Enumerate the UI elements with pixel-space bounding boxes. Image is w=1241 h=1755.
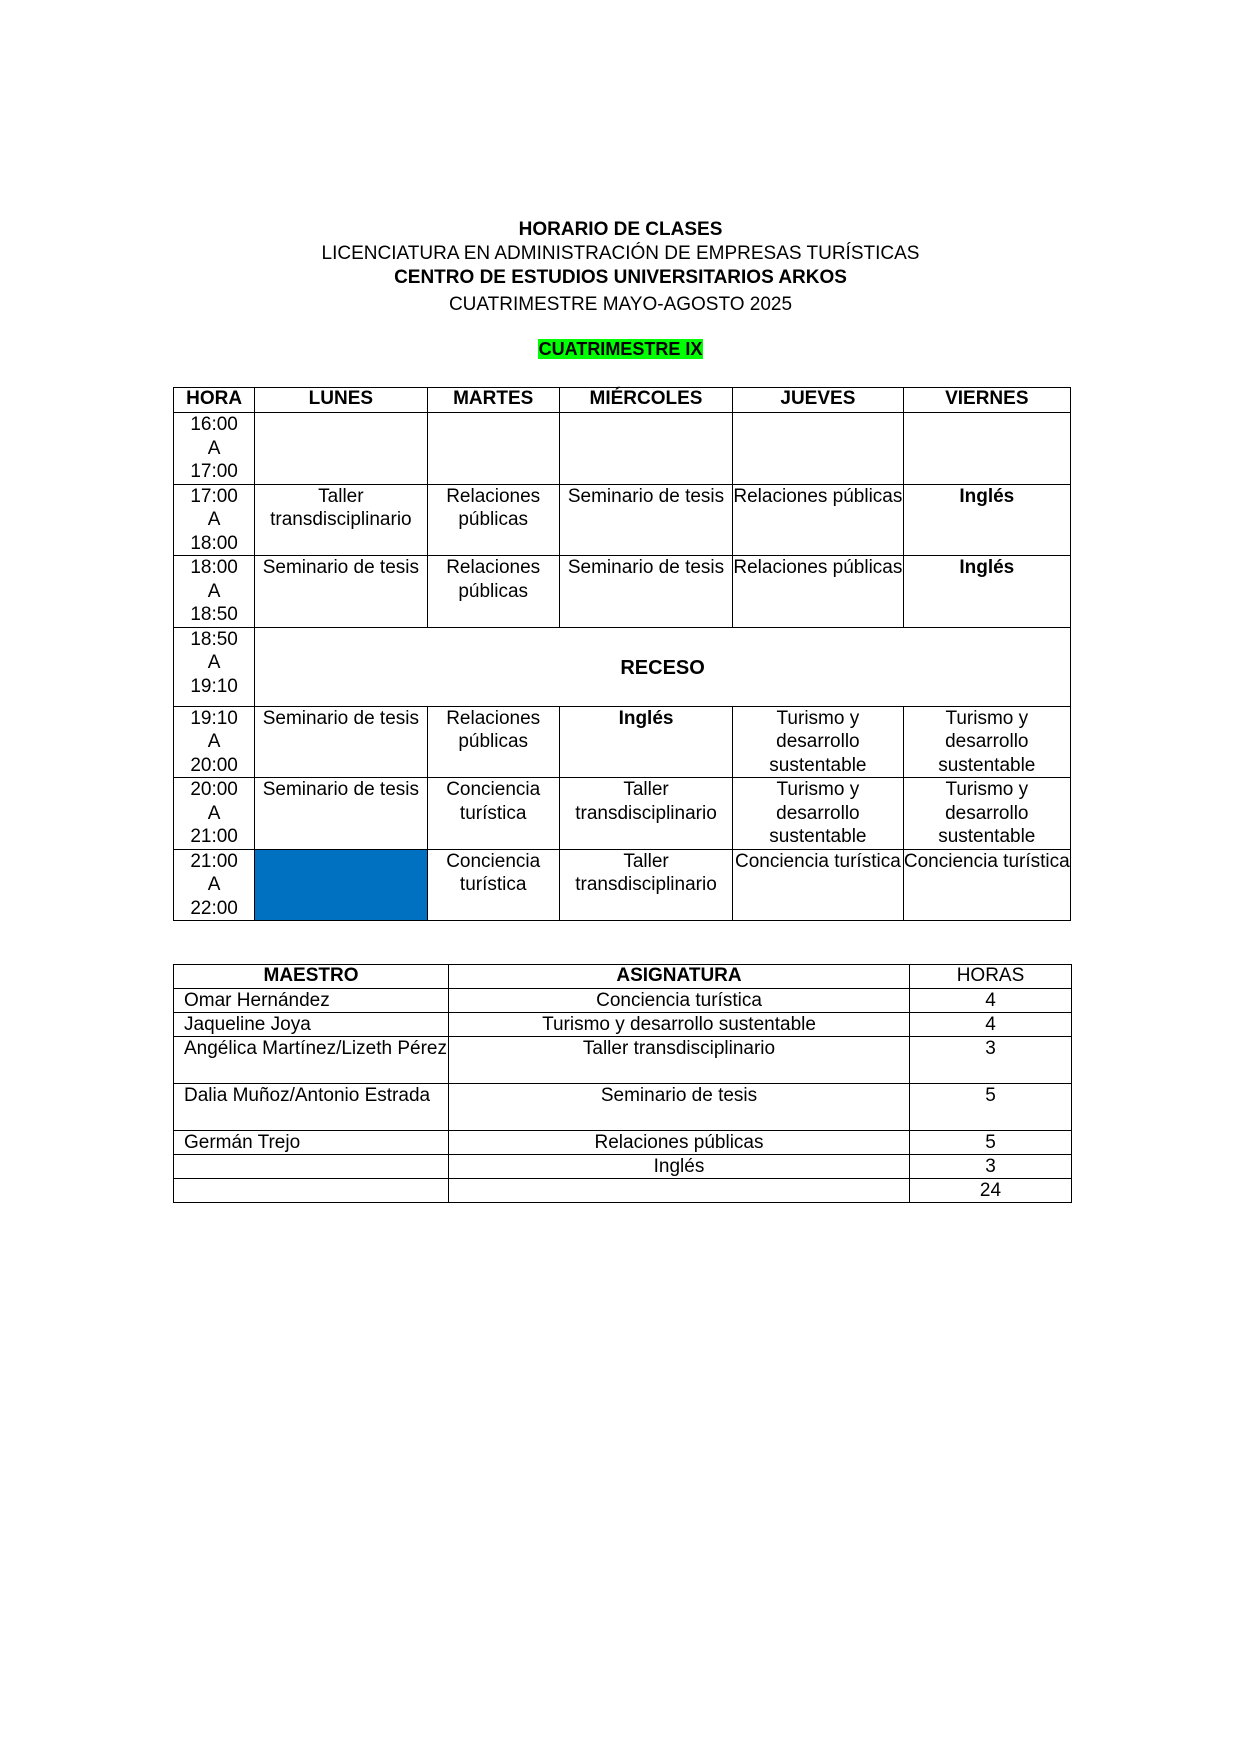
class-cell: Taller transdisciplinario xyxy=(559,778,732,850)
teacher-name xyxy=(174,1179,449,1203)
class-cell: Seminario de tesis xyxy=(255,556,427,628)
recess-cell xyxy=(255,627,1071,706)
class-cell: Seminario de tesis xyxy=(559,556,732,628)
class-cell: Inglés xyxy=(559,706,732,778)
class-cell xyxy=(559,413,732,485)
recess-label: RECESO xyxy=(620,656,705,679)
class-cell: Relaciones públicas xyxy=(733,484,903,556)
class-cell: Taller transdisciplinario xyxy=(255,484,427,556)
total-row xyxy=(174,1179,1072,1203)
class-cell: Seminario de tesis xyxy=(255,778,427,850)
time-cell: 17:00 A 18:00 xyxy=(174,484,255,556)
class-cell xyxy=(903,413,1070,485)
hours-value: 3 xyxy=(910,1037,1072,1084)
class-cell: Taller transdisciplinario xyxy=(559,849,732,921)
subject-name: Relaciones públicas xyxy=(449,1131,910,1155)
teacher-name: Dalia Muñoz/Antonio Estrada xyxy=(174,1084,449,1131)
class-cell: Turismo y desarrollo sustentable xyxy=(903,706,1070,778)
class-cell: Conciencia turística xyxy=(427,849,559,921)
time-cell: 20:00 A 21:00 xyxy=(174,778,255,850)
class-cell: Relaciones públicas xyxy=(427,484,559,556)
header-asignatura: ASIGNATURA xyxy=(449,965,910,989)
subject-name: Conciencia turística xyxy=(449,989,910,1013)
institution-name: CENTRO DE ESTUDIOS UNIVERSITARIOS ARKOS xyxy=(394,267,847,288)
header-martes: MARTES xyxy=(427,388,559,413)
class-cell: Relaciones públicas xyxy=(733,556,903,628)
class-cell: Seminario de tesis xyxy=(255,706,427,778)
time-cell: 18:00 A 18:50 xyxy=(174,556,255,628)
header-maestro: MAESTRO xyxy=(174,965,449,989)
class-cell: Turismo y desarrollo sustentable xyxy=(733,778,903,850)
teachers-header-row xyxy=(174,965,1072,989)
class-cell: Relaciones públicas xyxy=(427,556,559,628)
blocked-cell xyxy=(255,849,427,921)
class-cell xyxy=(255,413,427,485)
header-hora: HORA xyxy=(174,388,255,413)
schedule-row xyxy=(174,706,1071,778)
schedule-header-row xyxy=(174,388,1071,413)
total-hours-value: 24 xyxy=(910,1179,1072,1203)
header-viernes: VIERNES xyxy=(903,388,1070,413)
class-cell: Conciencia turística xyxy=(427,778,559,850)
teacher-name: Germán Trejo xyxy=(174,1131,449,1155)
class-cell: Seminario de tesis xyxy=(559,484,732,556)
teacher-name: Omar Hernández xyxy=(174,989,449,1013)
teacher-name: Angélica Martínez/Lizeth Pérez xyxy=(174,1037,449,1084)
header-miercoles: MIÉRCOLES xyxy=(559,388,732,413)
class-cell: Conciencia turística xyxy=(903,849,1070,921)
class-cell: Turismo y desarrollo sustentable xyxy=(903,778,1070,850)
schedule-row xyxy=(174,484,1071,556)
class-cell: Inglés xyxy=(903,556,1070,628)
cuatrimestre-label: CUATRIMESTRE IX xyxy=(538,339,703,359)
class-cell: Inglés xyxy=(903,484,1070,556)
program-name: LICENCIATURA EN ADMINISTRACIÓN DE EMPRESAS TURÍSTICAS xyxy=(321,243,920,264)
subject-name xyxy=(449,1179,910,1203)
header-lunes: LUNES xyxy=(255,388,427,413)
period-label: CUATRIMESTRE MAYO-AGOSTO 2025 xyxy=(448,294,793,315)
teacher-row xyxy=(174,1155,1072,1179)
teacher-row xyxy=(174,1037,1072,1084)
time-cell: 19:10 A 20:00 xyxy=(174,706,255,778)
header-jueves: JUEVES xyxy=(733,388,903,413)
header-horas: HORAS xyxy=(910,965,1072,989)
schedule-row xyxy=(174,413,1071,485)
time-cell: 16:00 A 17:00 xyxy=(174,413,255,485)
teacher-name: Jaqueline Joya xyxy=(174,1013,449,1037)
class-cell xyxy=(733,413,903,485)
hours-value: 4 xyxy=(910,1013,1072,1037)
subject-name: Inglés xyxy=(449,1155,910,1179)
subject-name: Seminario de tesis xyxy=(449,1084,910,1131)
teacher-row xyxy=(174,1131,1072,1155)
subject-name: Taller transdisciplinario xyxy=(449,1037,910,1084)
cuatrimestre-label-wrap xyxy=(0,338,1241,360)
teacher-name xyxy=(174,1155,449,1179)
document-title: HORARIO DE CLASES xyxy=(518,219,723,240)
hours-value: 4 xyxy=(910,989,1072,1013)
hours-value: 5 xyxy=(910,1131,1072,1155)
schedule-row xyxy=(174,778,1071,850)
hours-value: 3 xyxy=(910,1155,1072,1179)
subject-name: Turismo y desarrollo sustentable xyxy=(449,1013,910,1037)
class-cell xyxy=(427,413,559,485)
schedule-table xyxy=(173,387,1071,921)
schedule-row xyxy=(174,556,1071,628)
class-cell: Conciencia turística xyxy=(733,849,903,921)
time-cell: 21:00 A 22:00 xyxy=(174,849,255,921)
time-cell: 18:50 A 19:10 xyxy=(174,627,255,706)
class-cell: Relaciones públicas xyxy=(427,706,559,778)
class-cell: Turismo y desarrollo sustentable xyxy=(733,706,903,778)
teacher-row xyxy=(174,1084,1072,1131)
teacher-row xyxy=(174,1013,1072,1037)
hours-value: 5 xyxy=(910,1084,1072,1131)
recess-row xyxy=(174,627,1071,706)
schedule-row xyxy=(174,849,1071,921)
teacher-row xyxy=(174,989,1072,1013)
teachers-table xyxy=(173,964,1072,1203)
